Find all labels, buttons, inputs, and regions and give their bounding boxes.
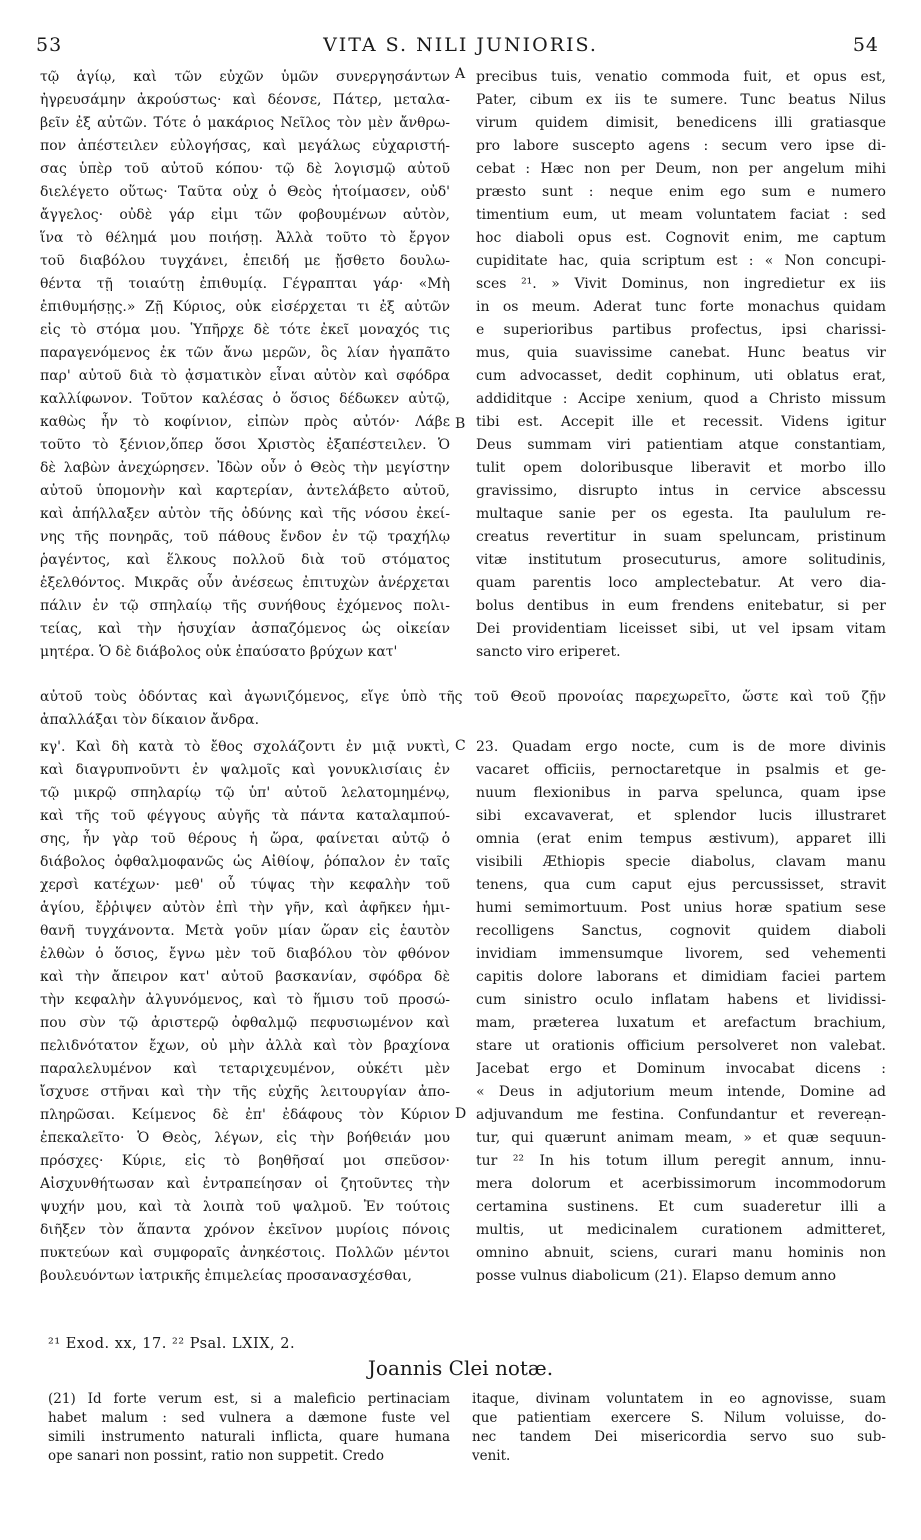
latin-text-line: bolus dentibus in eum frendens enitebatur, si per <box>476 598 886 614</box>
margin-marker-c: C <box>455 738 466 754</box>
latin-text-line: multis, ut medicinalem curationem admitteret, <box>476 1222 886 1238</box>
latin-text-line: posse vulnus diabolicum (21). Elapso demum anno <box>476 1268 837 1284</box>
latin-text-line: Deus summam viri patientiam atque constantiam, <box>476 437 886 453</box>
page-number-left: 53 <box>36 34 63 56</box>
latin-text-line: tibi est. Accepit ille et recessit. Videns igitur <box>476 414 886 430</box>
latin-text-line: recolligens Sanctus, cognovit quidem diaboli <box>476 923 886 939</box>
latin-text-line: tur, qui quærunt animam meam, » et quæ sequun- <box>476 1130 886 1146</box>
latin-text-line: e superioribus partibus profectus, ipsi charissi- <box>476 322 886 338</box>
greek-text-line: τείας, καὶ τὴν ἡσυχίαν ἀσπαζόμενος ὡς οἰκείαν <box>40 621 450 637</box>
latin-text-line: sancto viro eriperet. <box>476 644 621 660</box>
greek-text-line: αὐτοῦ ὑπομονὴν καὶ καρτερίαν, ἀντελάβετο αὐτοῦ, <box>40 483 450 499</box>
latin-text-line: sces ²¹. » Vivit Dominus, non ingredietur ex iis <box>476 276 886 292</box>
greek-text-line: ῥαγέντος, καὶ ἕλκους πολλοῦ διὰ τοῦ στόματος <box>40 552 450 568</box>
greek-text-line: ἐπιθυμήσῃς.» Ζῇ Κύριος, οὐκ εἰσέρχεται τι ἐξ αὐτῶν <box>40 299 450 315</box>
latin-text-line: capitis dolore laborans et dimidiam faciei partem <box>476 969 886 985</box>
notes-column-left <box>48 1390 450 1466</box>
greek-text-line: αὐτοῦ τοὺς ὀδόντας καὶ ἀγωνιζόμενος, εἴγε ὑπὸ τῆς τοῦ Θεοῦ προνοίας παρεχωρεῖτο, ὥστε καὶ τοῦ ζῇν <box>40 689 886 705</box>
greek-text-line: πον ἀπέστειλεν εὐλογήσας, καὶ μεγάλως εὐχαριστή- <box>40 138 450 154</box>
latin-text-line: omnia (erat enim tempus æstivum), apparet illi <box>476 831 886 847</box>
greek-text-line: που σὺν τῷ ἀριστερῷ ὀφθαλμῷ πεφυσιωμένον καὶ <box>40 1015 450 1031</box>
greek-text-line: βεῖν ἐξ αὐτῶν. Τότε ὁ μακάριος Νεῖλος τὸν μὲν ἄνθρω- <box>40 115 450 131</box>
latin-text-line: visibili Æthiopis specie diabolus, clavam manu <box>476 854 886 870</box>
latin-text-line: humi semimortuum. Post unius horæ spatium sese <box>476 900 886 916</box>
note-text-line: habet malum : sed vulnera a dæmone fuste vel <box>48 1410 450 1426</box>
greek-text-line: καλλίφωνον. Τοῦτον καλέσας ὁ ὅσιος δέδωκεν αὐτῷ, <box>40 391 450 407</box>
latin-text-line: mam, præterea luxatum et arefactum brachium, <box>476 1015 886 1031</box>
greek-text-line: διῆξεν τὸν ἅπαντα χρόνον ἐκεῖνον μυρίοις πόνοις <box>40 1222 450 1238</box>
greek-text-line: καθὼς ἦν τὸ κοφίνιον, εἰπὼν πρὸς αὐτόν· Λάβε <box>40 414 450 430</box>
greek-text-line: καὶ τὴν ἄπειρον κατ' αὐτοῦ βασκανίαν, σφόδρα δὲ <box>40 969 450 985</box>
greek-column-bottom <box>40 736 450 1288</box>
latin-text-line: certamina sustinens. Et cum suaderetur illi a <box>476 1199 886 1215</box>
latin-text-line: quam parentis loco amplectebatur. At vero dia- <box>476 575 886 591</box>
latin-text-line: creatus revertitur in suam speluncam, pristinum <box>476 529 886 545</box>
greek-text-line: εἰς τὸ στόμα μου. Ὑπῆρχε δὲ τότε ἐκεῖ μοναχός τις <box>40 322 450 338</box>
greek-text-line: πάλιν ἐν τῷ σπηλαίῳ τῆς συνήθους ἐχόμενος πολι- <box>40 598 450 614</box>
greek-text-line: πληρῶσαι. Κείμενος δὲ ἐπ' ἐδάφους τὸν Κύριον <box>40 1107 450 1123</box>
latin-text-line: « Deus in adjutorium meum intende, Domine ad <box>476 1084 886 1100</box>
page-number-right: 54 <box>852 34 879 56</box>
latin-column-bottom <box>476 736 886 1288</box>
greek-text-line: πελιδνότατον ἔχων, οὐ μὴν ἀλλὰ καὶ τὸν βραχίονα <box>40 1038 450 1054</box>
note-text-line: venit. <box>472 1448 511 1464</box>
greek-text-line: τοῦ διαβόλου τυγχάνει, ἐπειδή με ᾔσθετο δουλω- <box>40 253 450 269</box>
greek-text-line: θέντα τῇ τοιαύτῃ ἐπιθυμίᾳ. Γέγραπται γάρ· «Μὴ <box>40 276 450 292</box>
greek-text-line: καὶ διαγρυπνοῦντι ἐν ψαλμοῖς καὶ γονυκλισίαις ἐν <box>40 762 450 778</box>
margin-marker-b: B <box>455 416 466 432</box>
greek-text-line: θανῆ τυγχάνοντα. Μετὰ γοῦν μίαν ὥραν εἰς ἑαυτὸν <box>40 923 450 939</box>
latin-text-line: adjuvandum me festina. Confundantur et revereạn- <box>476 1107 886 1123</box>
greek-text-line: σης, ἦν γὰρ τοῦ θέρους ἡ ὥρα, φαίνεται αὐτῷ ὁ <box>40 831 450 847</box>
latin-text-line: multaque sanie per os egesta. Ita paululum re- <box>476 506 886 522</box>
latin-text-line: sibi excavaverat, et splendor lucis illustraret <box>476 808 886 824</box>
note-text-line: itaque, divinam voluntatem in eo agnovisse, suam <box>472 1391 886 1407</box>
greek-text-line: καὶ ἀπήλλαξεν αὐτὸν τῆς ὀδύνης καὶ τῆς νόσου ἐκεί- <box>40 506 450 522</box>
latin-text-line: cum advocasset, dedit cophinum, uti oblatus erat, <box>476 368 886 384</box>
greek-text-line: πρόσχες· Κύριε, εἰς τὸ βοηθῆσαί μοι σπεῦσον· <box>40 1153 450 1169</box>
full-width-greek-lines <box>40 686 886 732</box>
notes-column-right <box>472 1390 886 1466</box>
latin-text-line: Jacebat ergo et Dominum invocabat dicens : <box>476 1061 886 1077</box>
greek-text-line: τῷ μικρῷ σπηλαρίῳ τῷ ὑπ' αὐτοῦ λελατομημένῳ, <box>40 785 450 801</box>
latin-text-line: addiditque : Accipe xenium, quod a Christo missum <box>476 391 886 407</box>
greek-text-line: παρ' αὐτοῦ διὰ τὸ ᾀσματικὸν εἶναι αὐτὸν καὶ σφόδρα <box>40 368 450 384</box>
greek-text-line: ψυχήν μου, καὶ τὰ λοιπὰ τοῦ ψαλμοῦ. Ἐν τούτοις <box>40 1199 450 1215</box>
latin-text-line: precibus tuis, venatio commoda fuit, et opus est, <box>476 69 886 85</box>
latin-text-line: Pater, cibum ex iis te sumere. Tunc beatus Nilus <box>476 92 886 108</box>
greek-text-line: τοῦτο τὸ ξένιον,ὅπερ ὅσοι Χριστὸς ἐξαπέστειλεν. Ὁ <box>40 437 450 453</box>
latin-text-line: omnino abnuit, sciens, curari manu hominis non <box>476 1245 886 1261</box>
latin-text-line: virum quidem dimisit, benedicens illi gratiasque <box>476 115 886 131</box>
margin-marker-a: A <box>455 66 466 82</box>
latin-text-line: stare ut orationis officium persolveret non valebat. <box>476 1038 886 1054</box>
greek-text-line: κγ'. Καὶ δὴ κατὰ τὸ ἔθος σχολάζοντι ἐν μιᾷ νυκτὶ, <box>40 739 450 755</box>
greek-text-line: ἐξελθόντος. Μικρᾶς οὖν ἀνέσεως ἐπιτυχὼν ἀνέρχεται <box>40 575 450 591</box>
latin-text-line: cum sinistro oculo inflatam habens et lividissi- <box>476 992 886 1008</box>
greek-text-line: χερσὶ κατέχων· μεθ' οὗ τύψας τὴν κεφαλὴν τοῦ <box>40 877 450 893</box>
greek-text-line: πυκτεύων καὶ συμφοραῖς ἀνηκέστοις. Πολλῶν μέντοι <box>40 1245 450 1261</box>
latin-column-top <box>476 66 886 664</box>
latin-text-line: Dei providentiam liceisset sibi, ut vel ipsam vitam <box>476 621 886 637</box>
greek-text-line: σας ὑπὲρ τοῦ αὐτοῦ κόπου· τῷ δὲ λογισμῷ αὐτοῦ <box>40 161 450 177</box>
latin-text-line: hoc diaboli opus est. Cognovit enim, me captum <box>476 230 886 246</box>
greek-text-line: βουλευόντων ἰατρικῆς ἐπιμελείας προσανασχέσθαι, <box>40 1268 412 1284</box>
scripture-footnotes: ²¹ Exod. xx, 17. ²² Psal. LXIX, 2. <box>48 1336 296 1352</box>
notes-heading: Joannis Clei notæ. <box>367 1356 554 1380</box>
greek-text-line: καὶ τῆς τοῦ φέγγους αὐγῆς τὰ πάντα καταλαμπού- <box>40 808 450 824</box>
note-text-line: simili instrumento naturali inflicta, quare humana <box>48 1429 450 1445</box>
note-text-line: nec tandem Dei misericordia servo suo sub- <box>472 1429 886 1445</box>
greek-column-top <box>40 66 450 664</box>
greek-text-line: ἐπεκαλεῖτο· Ὁ Θεὸς, λέγων, εἰς τὴν βοήθειάν μου <box>40 1130 450 1146</box>
greek-text-line: ἴσχυσε στῆναι καὶ τὴν τῆς εὐχῆς λειτουργίαν ἀπο- <box>40 1084 450 1100</box>
greek-text-line: ἄγγελος· οὐδὲ γάρ εἰμι τῶν φοβουμένων αὐτὸν, <box>40 207 450 223</box>
latin-text-line: timentium eum, ut meam voluntatem faciat : sed <box>476 207 886 223</box>
latin-text-line: mera dolorum et acerbissimorum incommodorum <box>476 1176 886 1192</box>
latin-text-line: in os meum. Aderat tunc forte monachus quidam <box>476 299 886 315</box>
greek-text-line: Αἰσχυνθήτωσαν καὶ ἐντραπείησαν οἱ ζητοῦντες τὴν <box>40 1176 450 1192</box>
latin-text-line: nuum flexionibus in parva spelunca, quam ipse <box>476 785 886 801</box>
latin-text-line: mus, quia suavissime canebat. Hunc beatus vir <box>476 345 886 361</box>
latin-text-line: cupiditate hac, quia scriptum est : « Non concupi- <box>476 253 886 269</box>
greek-text-line: ἀπαλλάξαι τὸν δίκαιον ἄνδρα. <box>40 712 260 728</box>
latin-text-line: vitæ institutum prosecuturus, amore solitudinis, <box>476 552 886 568</box>
greek-text-line: διάβολος ὀφθαλμοφανῶς ὡς Αἰθίοψ, ῥόπαλον ἐν ταῖς <box>40 854 450 870</box>
greek-text-line: ἁγίου, ἔῤῥιψεν αὐτὸν ἐπὶ τὴν γῆν, καὶ ἀφῆκεν ἡμι- <box>40 900 450 916</box>
latin-text-line: præsto sunt : neque enim ego sum e numero <box>476 184 886 200</box>
greek-text-line: τὴν κεφαλὴν ἀλγυνόμενος, καὶ τὸ ἥμισυ τοῦ προσώ- <box>40 992 450 1008</box>
running-title: VITA S. NILI JUNIORIS. <box>323 34 598 56</box>
latin-text-line: gravissimo, disrupto intus in cervice abscessu <box>476 483 886 499</box>
latin-text-line: tulit opem doloribusque liberavit et morbo illo <box>476 460 886 476</box>
greek-text-line: ἵνα τὸ θέλημά μου ποιήσῃ. Ἀλλὰ τοῦτο τὸ ἔργον <box>40 230 450 246</box>
greek-text-line: τῷ ἁγίῳ, καὶ τῶν εὐχῶν ὑμῶν συνεργησάντων <box>40 69 450 85</box>
latin-text-line: tenens, qua cum caput ejus percussisset, stravit <box>476 877 886 893</box>
greek-text-line: ἐλθὼν ὁ ὅσιος, ἔγνω μὲν τοῦ διαβόλου τὸν φθόνον <box>40 946 450 962</box>
latin-text-line: vacaret officiis, pernoctaretque in psalmis et ge- <box>476 762 886 778</box>
margin-marker-d: D <box>455 1106 467 1122</box>
greek-text-line: διελέγετο οὕτως· Ταῦτα οὐχ ὁ Θεὸς ἡτοίμασεν, οὐδ' <box>40 184 450 200</box>
note-text-line: que patientiam exercere S. Nilum voluisse, do- <box>472 1410 886 1426</box>
latin-text-line: tur ²² In his totum illum peregit annum, innu- <box>476 1153 886 1169</box>
note-text-line: ope sanari non possint, ratio non suppetit. Credo <box>48 1448 384 1464</box>
latin-text-line: invidiam immensumque livorem, sed vehementi <box>476 946 886 962</box>
greek-text-line: παραλελυμένον καὶ τεταριχευμένον, οὐκέτι μὲν <box>40 1061 450 1077</box>
latin-text-line: 23. Quadam ergo nocte, cum is de more divinis <box>476 739 886 755</box>
greek-text-line: δὲ λαβὼν ἀνεχώρησεν. Ἰδὼν οὖν ὁ Θεὸς τὴν μεγίστην <box>40 460 450 476</box>
latin-text-line: cebat : Hæc non per Deum, non per angelum mihi <box>476 161 886 177</box>
greek-text-line: νης τῆς πονηρᾶς, τοῦ πάθους ἔνδον ἐν τῷ τραχήλῳ <box>40 529 450 545</box>
greek-text-line: παραγενόμενος ἐκ τῶν ἄνω μερῶν, ὃς λίαν ἠγαπᾶτο <box>40 345 450 361</box>
latin-text-line: pro labore suscepto agens : secum vero ipse di- <box>476 138 886 154</box>
note-text-line: (21) Id forte verum est, si a maleficio pertinaciam <box>48 1391 450 1407</box>
greek-text-line: ἠγρευσάμην ἀκρούστως· καὶ δέονσε, Πάτερ, μεταλα- <box>40 92 450 108</box>
greek-text-line: μητέρα. Ὁ δὲ διάβολος οὐκ ἐπαύσατο βρύχων κατ' <box>40 644 398 660</box>
